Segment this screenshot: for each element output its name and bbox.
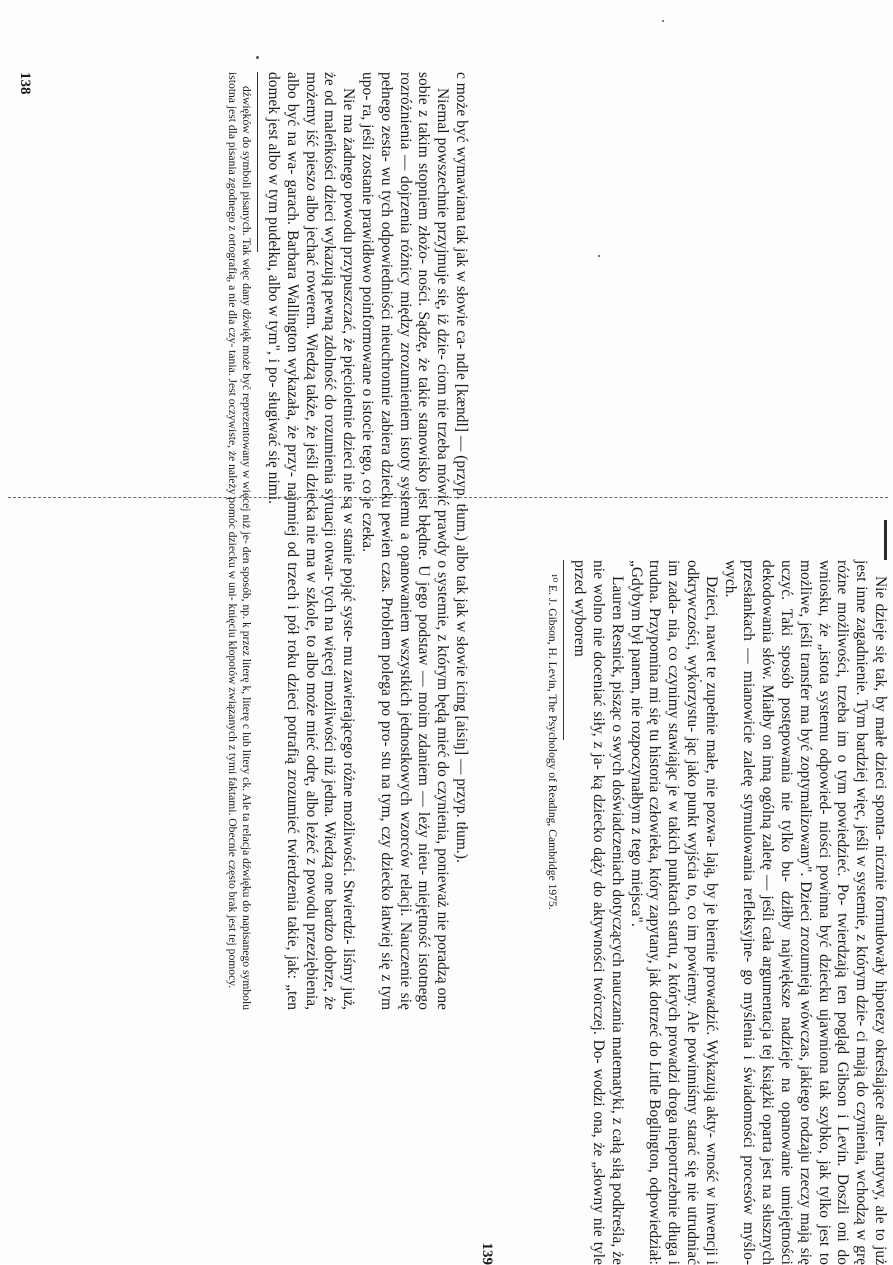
text-line: stu na tym, czy dziecko łatwiej się z tym upo- xyxy=(359,72,395,1010)
text-line: ką dziecko dąży do aktywności twórczej. Do- xyxy=(590,775,607,1064)
text-line: c może być wymawiana tak jak w słowie ca- xyxy=(453,72,470,349)
scan-speck xyxy=(256,56,259,59)
footnote-line: tania. Jest oczywiste, że należy pomóc dziecku w uni- xyxy=(226,350,239,600)
text-line: dotyczących nauczania matematyki, z całą siłą xyxy=(609,889,626,1179)
page-number: 138 xyxy=(16,72,33,95)
text-line: bardziej więc, jeśli w systemie, z którym dzie- xyxy=(853,733,870,1027)
text-line: wzorców relacji. Nauczenie się pełnego zesta- xyxy=(378,72,414,1010)
text-line: z którym będą mieć do czynienia, ponieważ xyxy=(434,634,451,907)
text-line: powinniśmy starać się nie utrudniać im zada- xyxy=(665,560,701,1265)
text-line: wych. xyxy=(722,560,739,597)
text-line: one bardzo dobrze, że możemy iść pieszo albo xyxy=(303,72,339,1010)
book-page-138 xyxy=(20,72,470,1010)
main-text-column xyxy=(263,72,470,1010)
scan-speck xyxy=(598,255,600,257)
text-line: umiejętności dekodowania słów. Miałby on inną xyxy=(759,560,795,1265)
footnote-rule xyxy=(563,560,564,740)
footnote-gibson-levin: ¹⁰ E. J. Gibson, H. Levin, The Psychology of Reading, Cambridge 1975. xyxy=(545,560,559,1265)
footnote-line: Obecnie często brak jest tej pomocy. xyxy=(226,818,239,988)
text-line: wówczas, jakiego rodzaju rzeczy mają się xyxy=(797,1000,814,1265)
book-page-139 xyxy=(540,560,889,1265)
page-number: 139 xyxy=(478,1243,495,1265)
text-line: pewną zdolność do rozumienia sytuacji otwar- xyxy=(321,290,338,581)
text-line: nicznie formułowały hipotezy określające alter- xyxy=(872,845,889,1146)
text-line: Niemal powszechnie przyjmuje się, iż dzie- xyxy=(434,88,451,360)
text-line: najmniej od trzech i pół roku dzieci potrafią xyxy=(284,482,301,764)
text-line: Lauren Resnick, pisząc o swych doświadczeniach xyxy=(609,576,626,885)
text-line: startu, z których prowadzi droga nieportrzebnie xyxy=(665,920,682,1217)
text-line: Nie dzieje się tak, by małe dzieci sponta- xyxy=(872,576,889,840)
text-line: wu tych odpowiedniości nieuchronnie zabiera xyxy=(378,167,395,455)
text-line: ma być zoptymalizowany". Dzieci zrozumieją xyxy=(797,705,814,995)
footnote-rule xyxy=(257,72,258,252)
text-line: panem, nie rozpoczynałbym z tego miejsca". xyxy=(628,649,645,927)
footnote-block xyxy=(224,72,253,1010)
scan-speck xyxy=(662,20,664,22)
text-line: nie poradzą one sobie z takim stopniem złożo- xyxy=(415,72,451,1010)
text-line: szybko, jak tylko jest to możliwe, jeśli transfer xyxy=(797,560,833,1265)
text-line: go myślenia i świadomości procesów myślo- xyxy=(740,970,757,1265)
footnote-block xyxy=(545,560,559,1265)
footnote-line: Ale ta relacja dźwięku do napisanego symbolu istotna xyxy=(226,72,253,1010)
text-line: wodzi ona, że „słowny nie tyle przed wyborem xyxy=(571,560,607,1265)
text-line: możliwości, trzeba im o tym powiedzieć. Po- xyxy=(834,602,851,905)
text-line: twierdzają ten pogląd Gibson i Levin. Doszli xyxy=(834,913,851,1214)
text-line: człowieka, który zapytany, jak dotrzeć do xyxy=(646,797,663,1057)
text-line: ności. Sądzę, że takie stanowisko jest błędne. xyxy=(415,270,432,560)
text-line: mu zawierającego różne możliwości. Stwierdzi- xyxy=(340,646,357,945)
text-line: ciom nie trzeba mówić prawdy o systemie, xyxy=(434,364,451,630)
text-line: Dzieci, nawet te zupełnie małe, nie pozwa- xyxy=(703,576,720,847)
footnote-line: den sposób, np. k przez literę k, literę c lub litery ck. xyxy=(240,547,253,791)
text-line: dziecku pewien czas. Problem polega po pro- xyxy=(378,460,395,747)
text-line: lają, by je biernie prowadzić. Wykazują akty- xyxy=(703,852,720,1138)
text-line: tych na więcej możliwości niż jedna. Wiedzą xyxy=(321,586,338,868)
text-line: nia, co czynimy stawiając je w takich punktach xyxy=(665,619,682,916)
main-text-column xyxy=(569,560,889,1265)
text-line: ra, jeśli zostanie prawidłowo poinformowane xyxy=(359,104,376,384)
text-line: — mianowicie zaletę stymulowania refleksyjne- xyxy=(740,648,757,962)
text-line: podkreśla, że nie wolno nie doceniać siły, z ja- xyxy=(590,560,626,1265)
text-line: miejętność istotnego rozróżnienia — dojrzenia xyxy=(397,72,433,1010)
text-line: uczyć. Taki sposób postępowania nie tylko bu- xyxy=(778,560,795,882)
text-line: jest albo w tym pudełku, albo w tym", i po- xyxy=(265,118,282,388)
text-line: pięcioletnie dzieci nie są w stanie pojąć syste- xyxy=(340,356,357,642)
text-line: sługiwać się nimi. xyxy=(265,392,282,504)
text-line: w słowie icing [aisiŋ] — przyp. tłum.). xyxy=(453,621,470,863)
scan-edge-mark xyxy=(884,520,887,560)
text-line: nie ma w szkole, to albo może mieć odrę, albo xyxy=(303,525,320,817)
text-line: długa i trudna. Przypomina mi się tu historia xyxy=(646,560,682,1265)
text-line: ndle [kændl] — (przyp. tłum.) albo tak jak xyxy=(453,353,470,617)
text-line: natywy, ale to już jest inne zagadnienie. Tym xyxy=(853,560,889,1265)
text-line: garach. Barbara Wallington wykazała, że przy- xyxy=(284,180,301,477)
text-line: o istocie tego, co je czeka. xyxy=(359,389,376,552)
footnote-line: jest dla pisania zgodnego z ortografią, a nie dla czy- xyxy=(226,106,239,347)
text-line: książki oparta jest na słusznych przesłankach xyxy=(740,560,776,1265)
text-line: jąc jako punkt wyjścia to, co im powiemy. Ale xyxy=(684,737,701,1033)
text-line: a opanowaniem wszystkich jednostkowych xyxy=(397,533,414,806)
text-line: zrozumieć twierdzenia takie, jak: „ten domek xyxy=(265,72,301,1010)
text-line: leżeć z powodu przeziębienia, albo być na wa- xyxy=(284,72,320,1010)
text-line: dziłby największe nadzieje na opanowanie xyxy=(778,891,795,1176)
text-line: jechać rowerem. Wiedzą także, że jeśli dziecka xyxy=(303,226,320,521)
text-line: U jego podstaw — moim zdaniem — leży nieu- xyxy=(415,565,432,875)
footnote-line: dźwięków do symboli pisanych. Tak więc dany xyxy=(240,86,253,306)
text-line: Little Boglington, odpowiedział: „Gdybym był xyxy=(628,560,664,1265)
text-line: wność w inwencji i odkrywczości, wykorzystu- xyxy=(684,560,720,1265)
text-line: Nie ma żadnego powodu przypuszczać, że xyxy=(340,88,357,352)
text-line: oni do wniosku, że „istota systemu odpowied- xyxy=(816,560,852,1265)
text-line: liśmy już, że od maleńkości dzieci wykazują xyxy=(321,72,357,1010)
footnote-line: knięciu kłopotów związanych z tymi faktami. xyxy=(226,604,239,816)
text-line: różnicy między zrozumieniem istoty systemu xyxy=(397,239,414,527)
text-line: niości powinna być dziecku ujawniona tak xyxy=(816,821,833,1099)
footnote-line: dźwięk może być reprezentowany w więcej niż je- xyxy=(240,309,253,544)
text-line: ci mają do czynienia, wchodzą w grę różne xyxy=(834,560,870,1265)
text-line: ogólną zaletę — jeśli cała argumentacja tej xyxy=(759,787,776,1060)
